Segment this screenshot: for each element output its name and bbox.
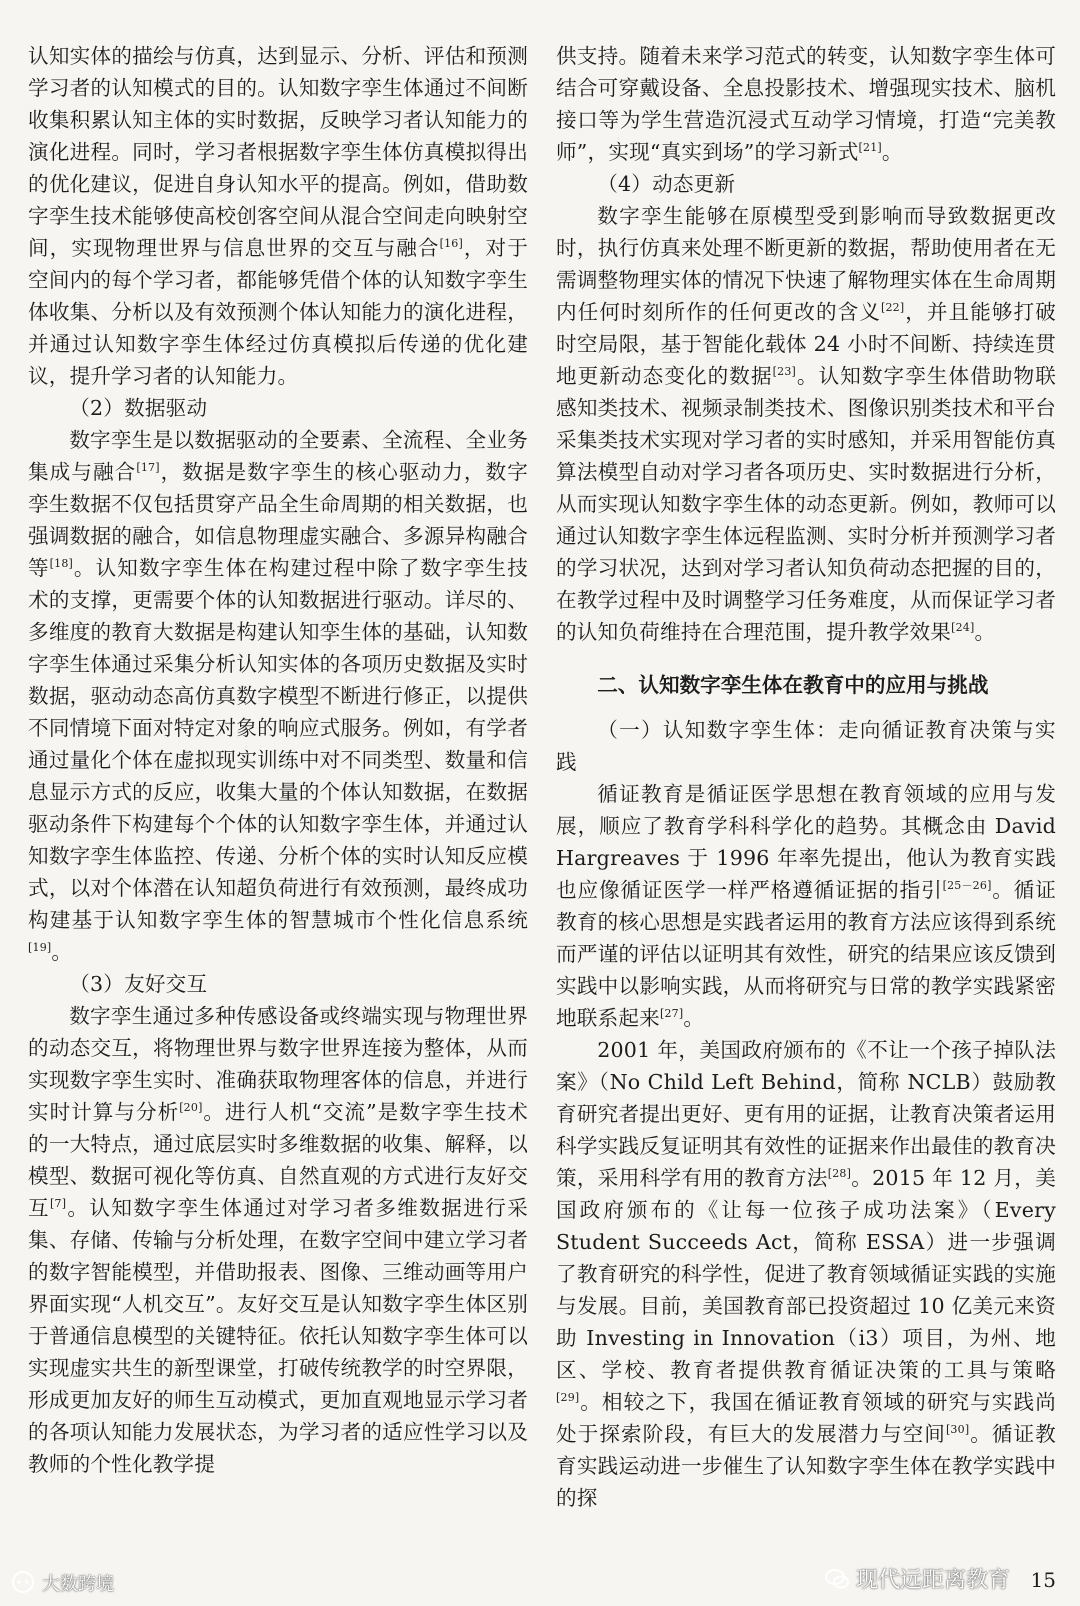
right-column bbox=[556, 40, 1056, 1514]
watermark-left: 大数跨境 bbox=[10, 1570, 114, 1596]
citation: [16] bbox=[439, 237, 463, 251]
citation: [22] bbox=[880, 301, 905, 315]
citation: [21] bbox=[858, 141, 882, 155]
citation: [20] bbox=[179, 1101, 203, 1115]
paragraph: 数字孪生能够在原模型受到影响而导致数据更改时，执行仿真来处理不断更新的数据，帮助使用者在无需调整物理实体的情况下快速了解物理实体在生命周期内任何时刻所作的任何更改的含义[22]，并且能够打破时空局限，基于智能化载体 24 小时不间断、持续连贯地更新动态变化的数据[23]。认知数字孪生体借助物联感知类技术、视频录制类技术、图像识别类技术和平台采集类技术实现对学习者的实时感知，并采用智能仿真算法模型自动对学习者各项历史、实时数据进行分析，从而实现认知数字孪生体的动态更新。例如，教师可以通过认知数字孪生体远程监测、实时分析并预测学习者的学习状况，达到对学习者认知负荷动态把握的目的，在教学过程中及时调整学习任务难度，从而保证学习者的认知负荷维持在合理范围，提升教学效果[24]。 bbox=[556, 204, 1057, 644]
citation: [23] bbox=[772, 365, 797, 379]
paragraph: 认知实体的描绘与仿真，达到显示、分析、评估和预测学习者的认知模式的目的。认知数字孪生体通过不间断收集积累认知主体的实时数据，反映学习者认知能力的演化进程。同时，学习者根据数字孪生体仿真模拟得出的优化建议，促进自身认知水平的提高。例如，借助数字孪生技术能够使高校创客空间从混合空间走向映射空间，实现物理世界与信息世界的交互与融合[16]，对于空间内的每个学习者，都能够凭借个体的认知数字孪生体收集、分析以及有效预测个体认知能力的演化进程，并通过认知数字孪生体经过仿真模拟后传递的优化建议，提升学习者的认知能力。 bbox=[28, 44, 528, 388]
paragraph: 数字孪生通过多种传感设备或终端实现与物理世界的动态交互，将物理世界与数字世界连接为整体，从而实现数字孪生实时、准确获取物理客体的信息，并进行实时计算与分析[20]。进行人机“交流”是数字孪生技术的一大特点，通过底层实时多维数据的收集、解释，以模型、数据可视化等仿真、自然直观的方式进行友好交互[7]。认知数字孪生体通过对学习者多维数据进行采集、存储、传输与分析处理，在数字空间中建立学习者的数字智能模型，并借助报表、图像、三维动画等用户界面实现“人机交互”。友好交互是认知数字孪生体区别于普通信息模型的关键特征。依托认知数字孪生体可以实现虚实共生的新型课堂，打破传统教学的时空界限，形成更加友好的师生互动模式，更加直观地显示学习者的各项认知能力发展状态，为学习者的适应性学习以及教师的个性化教学提 bbox=[28, 1004, 529, 1476]
wechat-icon bbox=[824, 1566, 850, 1592]
citation: [28] bbox=[827, 1167, 852, 1181]
subheading-data-driven: （2）数据驱动 bbox=[69, 396, 208, 420]
subheading-friendly-interaction: （3）友好交互 bbox=[69, 972, 208, 996]
citation: [17] bbox=[136, 461, 160, 475]
paragraph: 数字孪生是以数据驱动的全要素、全流程、全业务集成与融合[17]，数据是数字孪生的核心驱动力，数字孪生数据不仅包括贯穿产品全生命周期的相关数据，也强调数据的融合，如信息物理虚实融合、多源异构融合等[18]。认知数字孪生体在构建过程中除了数字孪生技术的支撑，更需要个体的认知数据进行驱动。详尽的、多维度的教育大数据是构建认知孪生体的基础，认知数字孪生体通过采集分析认知实体的各项历史数据及实时数据，驱动动态高仿真数字模型不断进行修正，以提供不同情境下面对特定对象的响应式服务。例如，有学者通过量化个体在虚拟现实训练中对不同类型、数量和信息显示方式的反应，收集大量的个体认知数据，在数据驱动条件下构建每个个体的认知数字孪生体，并通过认知数字孪生体监控、传递、分析个体的实时认知反应模式，以对个体潜在认知超负荷进行有效预测，最终成功构建基于认知数字孪生体的智慧城市个性化信息系统[19]。 bbox=[28, 428, 529, 964]
citation: [18] bbox=[49, 557, 74, 571]
citation: [7] bbox=[50, 1197, 67, 1211]
paragraph: 循证教育是循证医学思想在教育领域的应用与发展，顺应了教育学科科学化的趋势。其概念由 David Hargreaves 于 1996 年率先提出，他认为教育实践也应像循证医学一样严格遵循证据的指引[25－26]。循证教育的核心思想是实践者运用的教育方法应该得到系统而严谨的评估以证明其有效性，研究的结果应该反馈到实践中以影响实践，从而将研究与日常的教学实践紧密地联系起来[27]。 bbox=[556, 782, 1056, 1030]
citation: [29] bbox=[556, 1391, 580, 1405]
page-number: 15 bbox=[1030, 1568, 1056, 1592]
citation: [27] bbox=[659, 1007, 684, 1021]
citation: [25－26] bbox=[942, 879, 992, 893]
watermark-right: 现代远距离教育 bbox=[824, 1563, 1010, 1594]
citation: [24] bbox=[951, 621, 975, 635]
left-column bbox=[28, 40, 528, 1480]
chat-bubble-icon bbox=[10, 1570, 36, 1596]
subsection-heading: （一）认知数字孪生体：走向循证教育决策与实践 bbox=[556, 718, 1056, 774]
paragraph: 供支持。随着未来学习范式的转变，认知数字孪生体可结合可穿戴设备、全息投影技术、增强现实技术、脑机接口等为学生营造沉浸式互动学习情境，打造“完美教师”，实现“真实到场”的学习新式[21]。 bbox=[556, 44, 1056, 164]
citation: [30] bbox=[945, 1423, 970, 1437]
section-heading: 二、认知数字孪生体在教育中的应用与挑战 bbox=[597, 673, 989, 697]
subheading-dynamic-update: （4）动态更新 bbox=[597, 172, 736, 196]
paragraph: 2001 年，美国政府颁布的《不让一个孩子掉队法案》（No Child Left Behind，简称 NCLB）鼓励教育研究者提出更好、更有用的证据，让教育决策者运用科学实践反复证明其有效性的证据来作出最佳的教育决策，采用科学有用的教育方法[28]。2015 年 12 月，美国政府颁布的《让每一位孩子成功法案》（Every Student Succeeds Act，简称 ESSA）进一步强调了教育研究的科学性，促进了教育领域循证实践的实施与发展。目前，美国教育部已投资超过 10 亿美元来资助 Investing in Innovation（i3）项目，为州、地区、学校、教育者提供教育循证决策的工具与策略[29]。相较之下，我国在循证教育领域的研究与实践尚处于探索阶段，有巨大的发展潜力与空间[30]。循证教育实践运动进一步催生了认知数字孪生体在教学实践中的探 bbox=[556, 1038, 1056, 1510]
citation: [19] bbox=[28, 941, 52, 955]
